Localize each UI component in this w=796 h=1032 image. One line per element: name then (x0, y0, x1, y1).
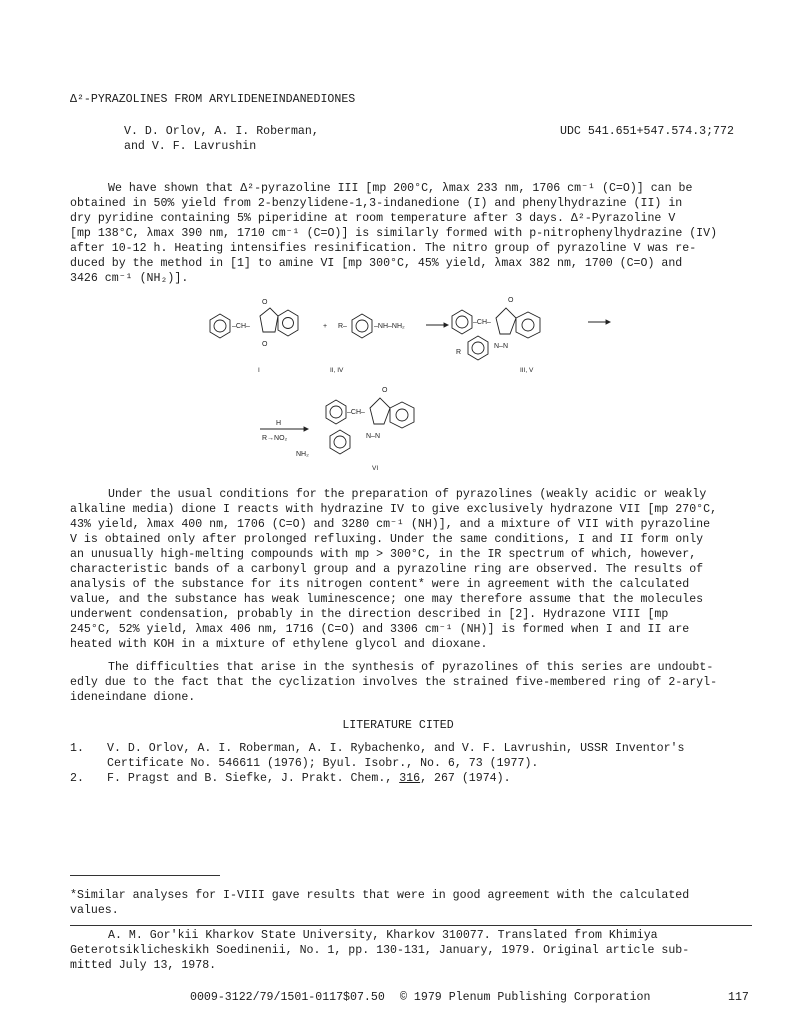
paragraph-3 (70, 660, 746, 705)
nn-label: N–N (366, 433, 381, 440)
o-label: O (262, 341, 268, 348)
reference-number: 1. (70, 742, 84, 755)
reference-text (107, 771, 747, 786)
affiliation-rule (70, 925, 752, 926)
ch-label: –CH– (473, 319, 491, 326)
r-label: R– (338, 323, 347, 330)
copyright-notice: © 1979 Plenum Publishing Corporation (400, 991, 651, 1004)
footnote (70, 888, 746, 918)
para1-line: We have shown that Δ²-pyrazoline III [mp 200°C, λmax 233 nm, 1706 cm⁻¹ (C=O)] can be (108, 182, 693, 195)
literature-heading: LITERATURE CITED (342, 719, 454, 732)
para2-line: heated with KOH in a mixture of ethylene glycol and dioxane. (70, 638, 488, 651)
affiliation-line: A. M. Gor'kii Kharkov State University, Kharkov 310077. Translated from Khimiya (108, 929, 658, 942)
o-label: O (382, 387, 388, 394)
affiliation-line: mitted July 13, 1978. (70, 959, 217, 972)
footnote-rule (70, 875, 220, 876)
para2-line: an unusually high-melting compounds with mp > 300°C, in the IR spectrum of which, however, (70, 548, 697, 561)
para2-line: alkaline media) dione I reacts with hydrazine IV to give exclusively hydrazone VII [mp 270°C, (70, 503, 718, 516)
compound-VI-structure (296, 387, 414, 458)
paragraph-1 (70, 181, 746, 286)
label-I: I (258, 367, 260, 374)
nn-label: N–N (494, 343, 509, 350)
ch-label: –CH– (347, 409, 365, 416)
compound-I-structure (210, 299, 298, 348)
reference-authors: F. Pragst and B. Siefke, J. Prakt. Chem., (107, 772, 400, 785)
compound-II-IV-structure (338, 314, 405, 338)
para3-line: The difficulties that arise in the synthesis of pyrazolines of this series are undoubt- (108, 661, 714, 674)
label-III-V: III, V (520, 367, 534, 374)
para1-line: obtained in 50% yield from 2-benzylidene-1,3-indanedione (I) and phenylhydrazine (II) in (70, 197, 683, 210)
article-code: 0009-3122/79/1501-0117$07.50 (190, 991, 385, 1004)
footnote-line: values. (70, 904, 119, 917)
affiliation (70, 928, 746, 973)
footnote-line: *Similar analyses for I-VIII gave results that were in good agreement with the calculated (70, 889, 690, 902)
page-number: 117 (728, 991, 749, 1004)
para3-line: ideneindane dione. (70, 691, 196, 704)
para1-line: 3426 cm⁻¹ (NH₂)]. (70, 272, 189, 285)
reference-number: 2. (70, 772, 84, 785)
authors-line-2: and V. F. Lavrushin (124, 140, 257, 153)
article-title: Δ²-PYRAZOLINES FROM ARYLIDENEINDANEDIONES (70, 93, 356, 106)
hydrazine-label: –NH–NH₂ (374, 323, 405, 330)
para1-line: after 10-12 h. Heating intensifies resinification. The nitro group of pyrazoline V was re- (70, 242, 697, 255)
para1-line: [mp 138°C, λmax 390 nm, 1710 cm⁻¹ (C=O)] is similarly formed with p-nitrophenylhydrazine (IV) (70, 227, 718, 240)
authors-line-1: V. D. Orlov, A. I. Roberman, (124, 125, 319, 138)
plus-sign: + (323, 323, 328, 330)
para2-line: analysis of the substance for its nitrogen content* were in agreement with the calculated (70, 578, 690, 591)
para1-line: dry pyridine containing 5% piperidine at room temperature after 3 days. Δ²-Pyrazoline V (70, 212, 676, 225)
label-VI: VI (372, 465, 379, 472)
para2-line: V is obtained only after prolonged refluxing. Under the same conditions, I and II form only (70, 533, 704, 546)
para2-line: 245°C, 52% yield, λmax 406 nm, 1716 (C=O) and 3306 cm⁻¹ (NH)] is formed when I and II are (70, 623, 690, 636)
nh2-label: NH₂ (296, 451, 309, 458)
para2-line: characteristic bands of a carbonyl group and a pyrazoline ring are observed. The results of (70, 563, 704, 576)
reference-pages: , 267 (1974). (420, 772, 511, 785)
arrow-top-label: H (276, 420, 282, 427)
reaction-scheme (190, 290, 620, 480)
arrow-bottom-label: R→NO₂ (262, 435, 288, 442)
reference-line-2: Certificate No. 546611 (1976); Byul. Isobr., No. 6, 73 (1977). (107, 757, 539, 770)
para1-line: duced by the method in [1] to amine VI [mp 300°C, 45% yield, λmax 382 nm, 1700 (C=O) and (70, 257, 683, 270)
affiliation-line: Geterotsiklicheskikh Soedinenii, No. 1, pp. 130-131, January, 1979. Original article sub- (70, 944, 690, 957)
para2-line: 43% yield, λmax 400 nm, 1706 (C=O) and 3280 cm⁻¹ (NH)], and a mixture of VII with pyrazoline (70, 518, 711, 531)
ch-label: –CH– (232, 323, 250, 330)
udc-code: UDC 541.651+547.574.3;772 (560, 125, 734, 138)
para2-line: underwent condensation, probably in the direction described in [2]. Hydrazone VIII [mp (70, 608, 669, 621)
compound-III-V-structure (452, 297, 540, 360)
reference-volume: 316 (399, 772, 421, 785)
r-label: R (456, 349, 462, 356)
para2-line: value, and the substance has weak luminescence; one may therefore assume that the molecules (70, 593, 704, 606)
o-label: O (262, 299, 268, 306)
para3-line: edly due to the fact that the cyclization involves the strained five-membered ring of 2-aryl- (70, 676, 718, 689)
o-label: O (508, 297, 514, 304)
label-II-IV: II, IV (330, 367, 344, 374)
reference-line-1: V. D. Orlov, A. I. Roberman, A. I. Rybachenko, and V. F. Lavrushin, USSR Inventor's (107, 742, 685, 755)
paragraph-2 (70, 487, 746, 652)
para2-line: Under the usual conditions for the preparation of pyrazolines (weakly acidic or weakly (108, 488, 707, 501)
